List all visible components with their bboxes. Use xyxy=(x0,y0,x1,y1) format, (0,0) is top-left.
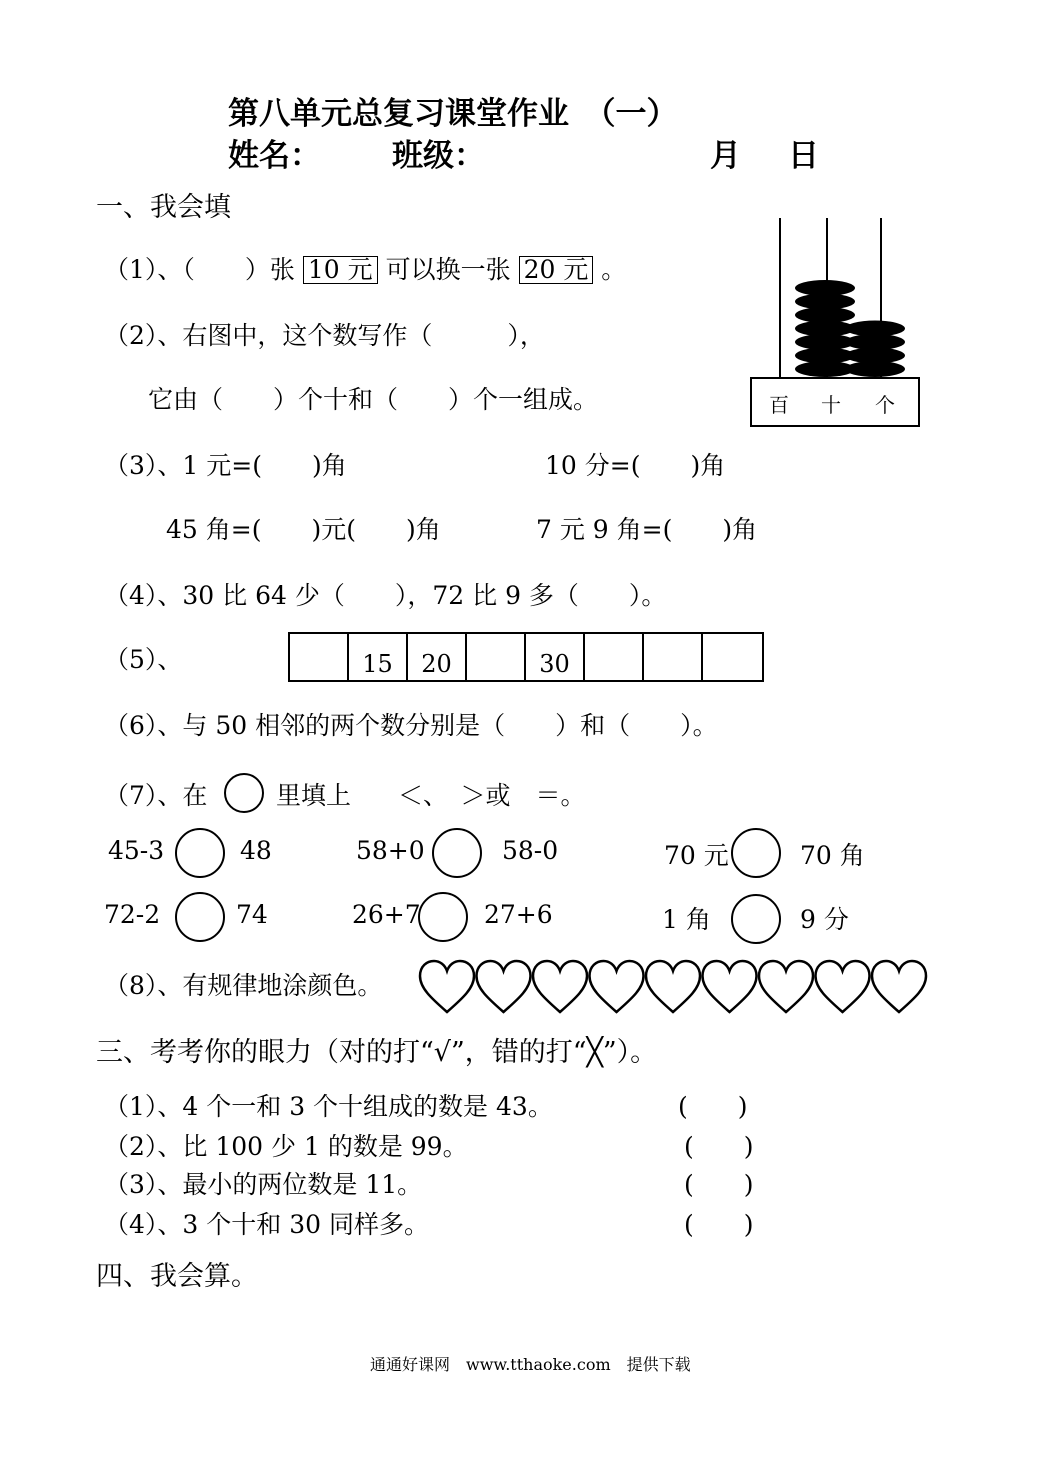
sequence-cell: 15 xyxy=(349,634,408,680)
q7-prefix: （7）、在 xyxy=(104,781,208,810)
q8: （8）、有规律地涂颜色。 xyxy=(104,971,383,1000)
compare-circle[interactable] xyxy=(432,828,482,878)
name-label: 姓名： xyxy=(228,138,321,174)
abacus-beads xyxy=(795,280,905,377)
heart-shape[interactable] xyxy=(590,961,644,1012)
tf-item-2: （2）、比 100 少 1 的数是 99。 xyxy=(104,1132,468,1161)
compare-circle[interactable] xyxy=(175,828,225,878)
heart-shape[interactable] xyxy=(816,961,870,1012)
hearts-row[interactable] xyxy=(415,958,931,1018)
q3-a: （3）、1 元=( )角 xyxy=(104,451,347,480)
footer-text: 通通好课网 www.tthaoke.com 提供下载 xyxy=(370,1355,691,1374)
tf-answer-3[interactable]: ( ) xyxy=(684,1170,754,1199)
q3-d: 7 元 9 角=( )角 xyxy=(536,515,758,544)
twenty-yuan-box: 20 元 xyxy=(519,256,594,284)
abacus-label-ones: 个 xyxy=(875,393,895,417)
day-label: 日 xyxy=(788,138,819,174)
section1-heading: 一、我会填 xyxy=(96,192,231,223)
compare-circle[interactable] xyxy=(418,892,468,942)
abacus-label-hundreds: 百 xyxy=(769,393,789,417)
compare-circle[interactable] xyxy=(731,894,781,944)
ten-yuan-box: 10 元 xyxy=(303,256,378,284)
sequence-cell[interactable] xyxy=(703,634,762,680)
heart-shape[interactable] xyxy=(759,961,813,1012)
q7-suffix: 里填上 xyxy=(276,781,352,810)
sequence-cell: 20 xyxy=(408,634,467,680)
compare-circle[interactable] xyxy=(731,828,781,878)
heart-shape[interactable] xyxy=(872,961,926,1012)
heart-shape[interactable] xyxy=(533,961,587,1012)
month-label: 月 xyxy=(710,138,741,174)
compare-circle[interactable] xyxy=(175,892,225,942)
q2-line1: （2）、右图中，这个数写作（ ）， xyxy=(104,321,545,350)
compare-right: 74 xyxy=(236,900,268,929)
class-label: 班级： xyxy=(392,138,485,174)
heart-shape[interactable] xyxy=(646,961,700,1012)
tf-answer-2[interactable]: ( ) xyxy=(684,1132,754,1161)
abacus-bead xyxy=(795,280,855,296)
q1-middle: 可以换一张 xyxy=(385,255,511,284)
sequence-cell[interactable] xyxy=(644,634,703,680)
q1-prefix: （1）、（ ）张 xyxy=(104,255,295,284)
sequence-cell[interactable] xyxy=(290,634,349,680)
compare-right: 27+6 xyxy=(484,900,553,929)
tf-answer-4[interactable]: ( ) xyxy=(684,1210,754,1239)
q6: （6）、与 50 相邻的两个数分别是（ ）和（ ）。 xyxy=(104,711,718,740)
tf-item-3: （3）、最小的两位数是 11。 xyxy=(104,1170,423,1199)
compare-left: 70 元 xyxy=(664,841,729,870)
compare-right: 9 分 xyxy=(800,905,849,934)
q5-label: （5）、 xyxy=(104,645,183,674)
compare-left: 58+0 xyxy=(356,836,425,865)
section3-heading: 三、考考你的眼力（对的打“√”，错的打“╳”）。 xyxy=(96,1037,658,1068)
q1 xyxy=(104,250,626,286)
q7-symbols: ＜、 ＞或 ＝。 xyxy=(398,781,586,810)
compare-left: 72-2 xyxy=(104,900,161,929)
number-sequence-grid xyxy=(288,632,764,682)
page-title: 第八单元总复习课堂作业 （一） xyxy=(228,96,678,132)
tf-item-1: （1）、4 个一和 3 个十组成的数是 43。 xyxy=(104,1092,553,1121)
heart-shape[interactable] xyxy=(477,961,531,1012)
compare-right: 48 xyxy=(240,836,272,865)
compare-left: 45-3 xyxy=(108,836,165,865)
abacus-label-tens: 十 xyxy=(821,393,841,417)
example-circle xyxy=(224,773,264,813)
abacus-bead xyxy=(845,321,905,337)
q3-b: 10 分=( )角 xyxy=(545,451,726,480)
compare-left: 26+7 xyxy=(352,900,421,929)
q1-end: 。 xyxy=(601,255,627,284)
sequence-cell: 30 xyxy=(526,634,585,680)
sequence-cell[interactable] xyxy=(585,634,644,680)
heart-shape[interactable] xyxy=(703,961,757,1012)
tf-item-4: （4）、3 个十和 30 同样多。 xyxy=(104,1210,429,1239)
heart-shape[interactable] xyxy=(420,961,474,1012)
abacus-figure xyxy=(745,210,925,432)
q3-c: 45 角=( )元( )角 xyxy=(166,515,441,544)
sequence-cell[interactable] xyxy=(467,634,526,680)
q2-line2: 它由（ ）个十和（ ）个一组成。 xyxy=(148,385,599,414)
compare-right: 70 角 xyxy=(800,841,865,870)
compare-right: 58-0 xyxy=(502,836,559,865)
compare-left: 1 角 xyxy=(662,905,711,934)
q4: （4）、30 比 64 少（ ），72 比 9 多（ ）。 xyxy=(104,581,667,610)
tf-answer-1[interactable]: ( ) xyxy=(678,1092,748,1121)
section4-heading: 四、我会算。 xyxy=(96,1261,258,1292)
